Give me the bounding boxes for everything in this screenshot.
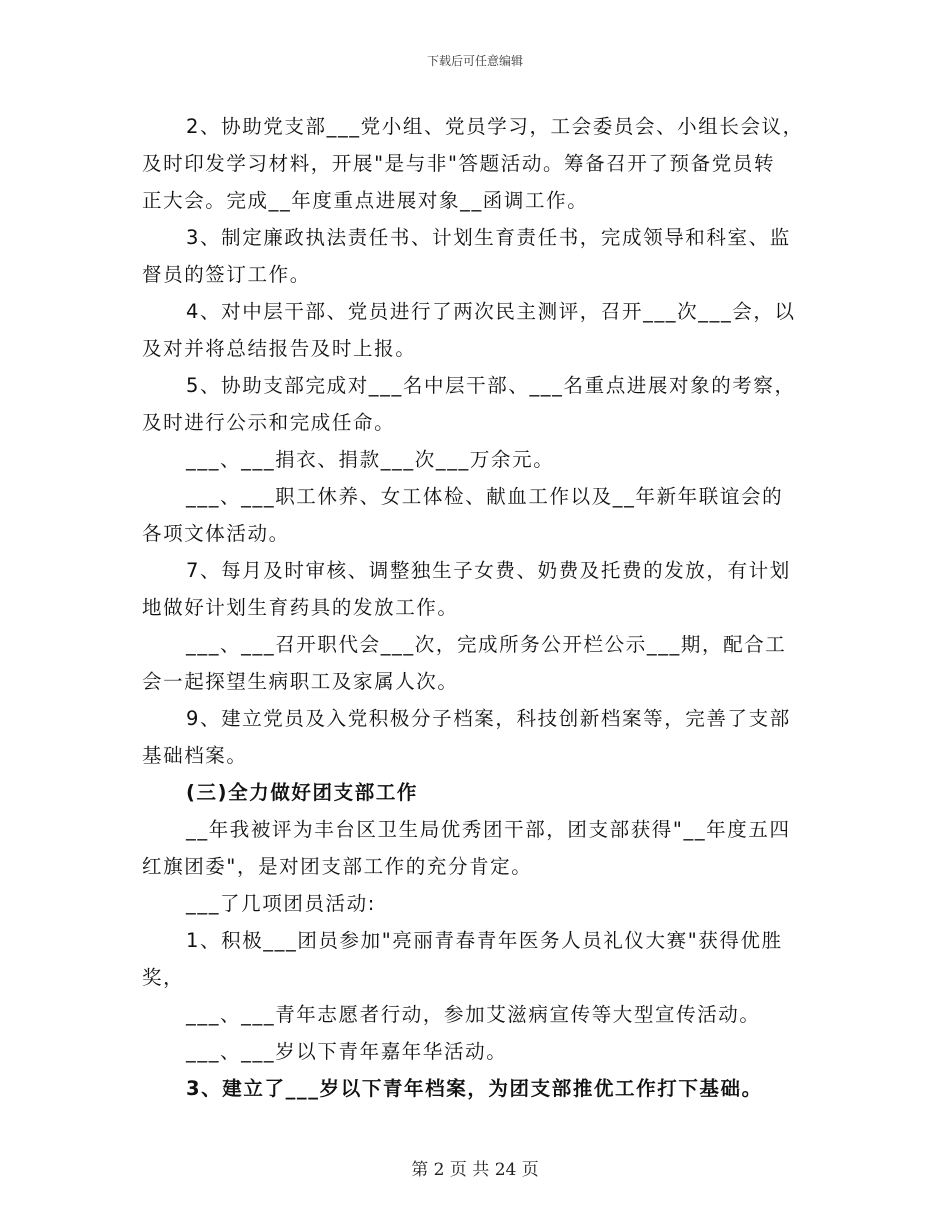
section-heading: (三)全力做好团支部工作 xyxy=(186,781,419,804)
paragraph-line: 5、协助支部完成对___名中层干部、___名重点进展对象的考察， xyxy=(186,374,796,397)
paragraph-line: ___、___捐衣、捐款___次___万余元。 xyxy=(186,448,555,471)
paragraph-line: 4、对中层干部、党员进行了两次民主测评，召开___次___会，以 xyxy=(186,300,796,323)
paragraph-line-bold: 3、建立了___岁以下青年档案，为团支部推优工作打下基础。 xyxy=(186,1077,763,1100)
paragraph-line: ___、___召开职代会___次，完成所务公开栏公示___期，配合工 xyxy=(186,633,787,656)
paragraph-line: 奖， xyxy=(142,966,185,989)
paragraph-line: 1、积极___团员参加"亮丽青春青年医务人员礼仪大赛"获得优胜 xyxy=(186,929,783,952)
paragraph-line: 及时印发学习材料，开展"是与非"答题活动。筹备召开了预备党员转 xyxy=(142,152,776,175)
document-body xyxy=(142,108,810,1107)
paragraph-line: 地做好计划生育药具的发放工作。 xyxy=(142,596,459,619)
paragraph-line: 正大会。完成__年度重点进展对象__函调工作。 xyxy=(142,189,589,212)
page-number: 第 2 页 共 24 页 xyxy=(411,1160,539,1180)
paragraph-line: ___、___青年志愿者行动，参加艾滋病宣传等大型宣传活动。 xyxy=(186,1003,761,1026)
paragraph-line: 9、建立党员及入党积极分子档案，科技创新档案等，完善了支部 xyxy=(186,707,791,730)
paragraph-line: 7、每月及时审核、调整独生子女费、奶费及托费的发放，有计划 xyxy=(186,559,791,582)
paragraph-line: ___、___岁以下青年嘉年华活动。 xyxy=(186,1040,508,1063)
paragraph-line: 各项文体活动。 xyxy=(142,522,290,545)
paragraph-line: __年我被评为丰台区卫生局优秀团干部，团支部获得"__年度五四 xyxy=(186,818,791,841)
page-header: 下载后可任意编辑 xyxy=(426,54,523,68)
paragraph-line: 红旗团委"，是对团支部工作的充分肯定。 xyxy=(142,855,533,878)
paragraph-line: 3、制定廉政执法责任书、计划生育责任书，完成领导和科室、监 xyxy=(186,226,791,249)
paragraph-line: ___了几项团员活动: xyxy=(186,892,376,915)
paragraph-line: 及时进行公示和完成任命。 xyxy=(142,411,396,434)
paragraph-line: 督员的签订工作。 xyxy=(142,263,311,286)
paragraph-line: ___、___职工休养、女工体检、献血工作以及__年新年联谊会的 xyxy=(186,485,784,508)
paragraph-line: 2、协助党支部___党小组、党员学习，工会委员会、小组长会议， xyxy=(186,115,804,138)
paragraph-line: 及对并将总结报告及时上报。 xyxy=(142,337,417,360)
paragraph-line: 会一起探望生病职工及家属人次。 xyxy=(142,670,459,693)
paragraph-line: 基础档案。 xyxy=(142,744,248,767)
